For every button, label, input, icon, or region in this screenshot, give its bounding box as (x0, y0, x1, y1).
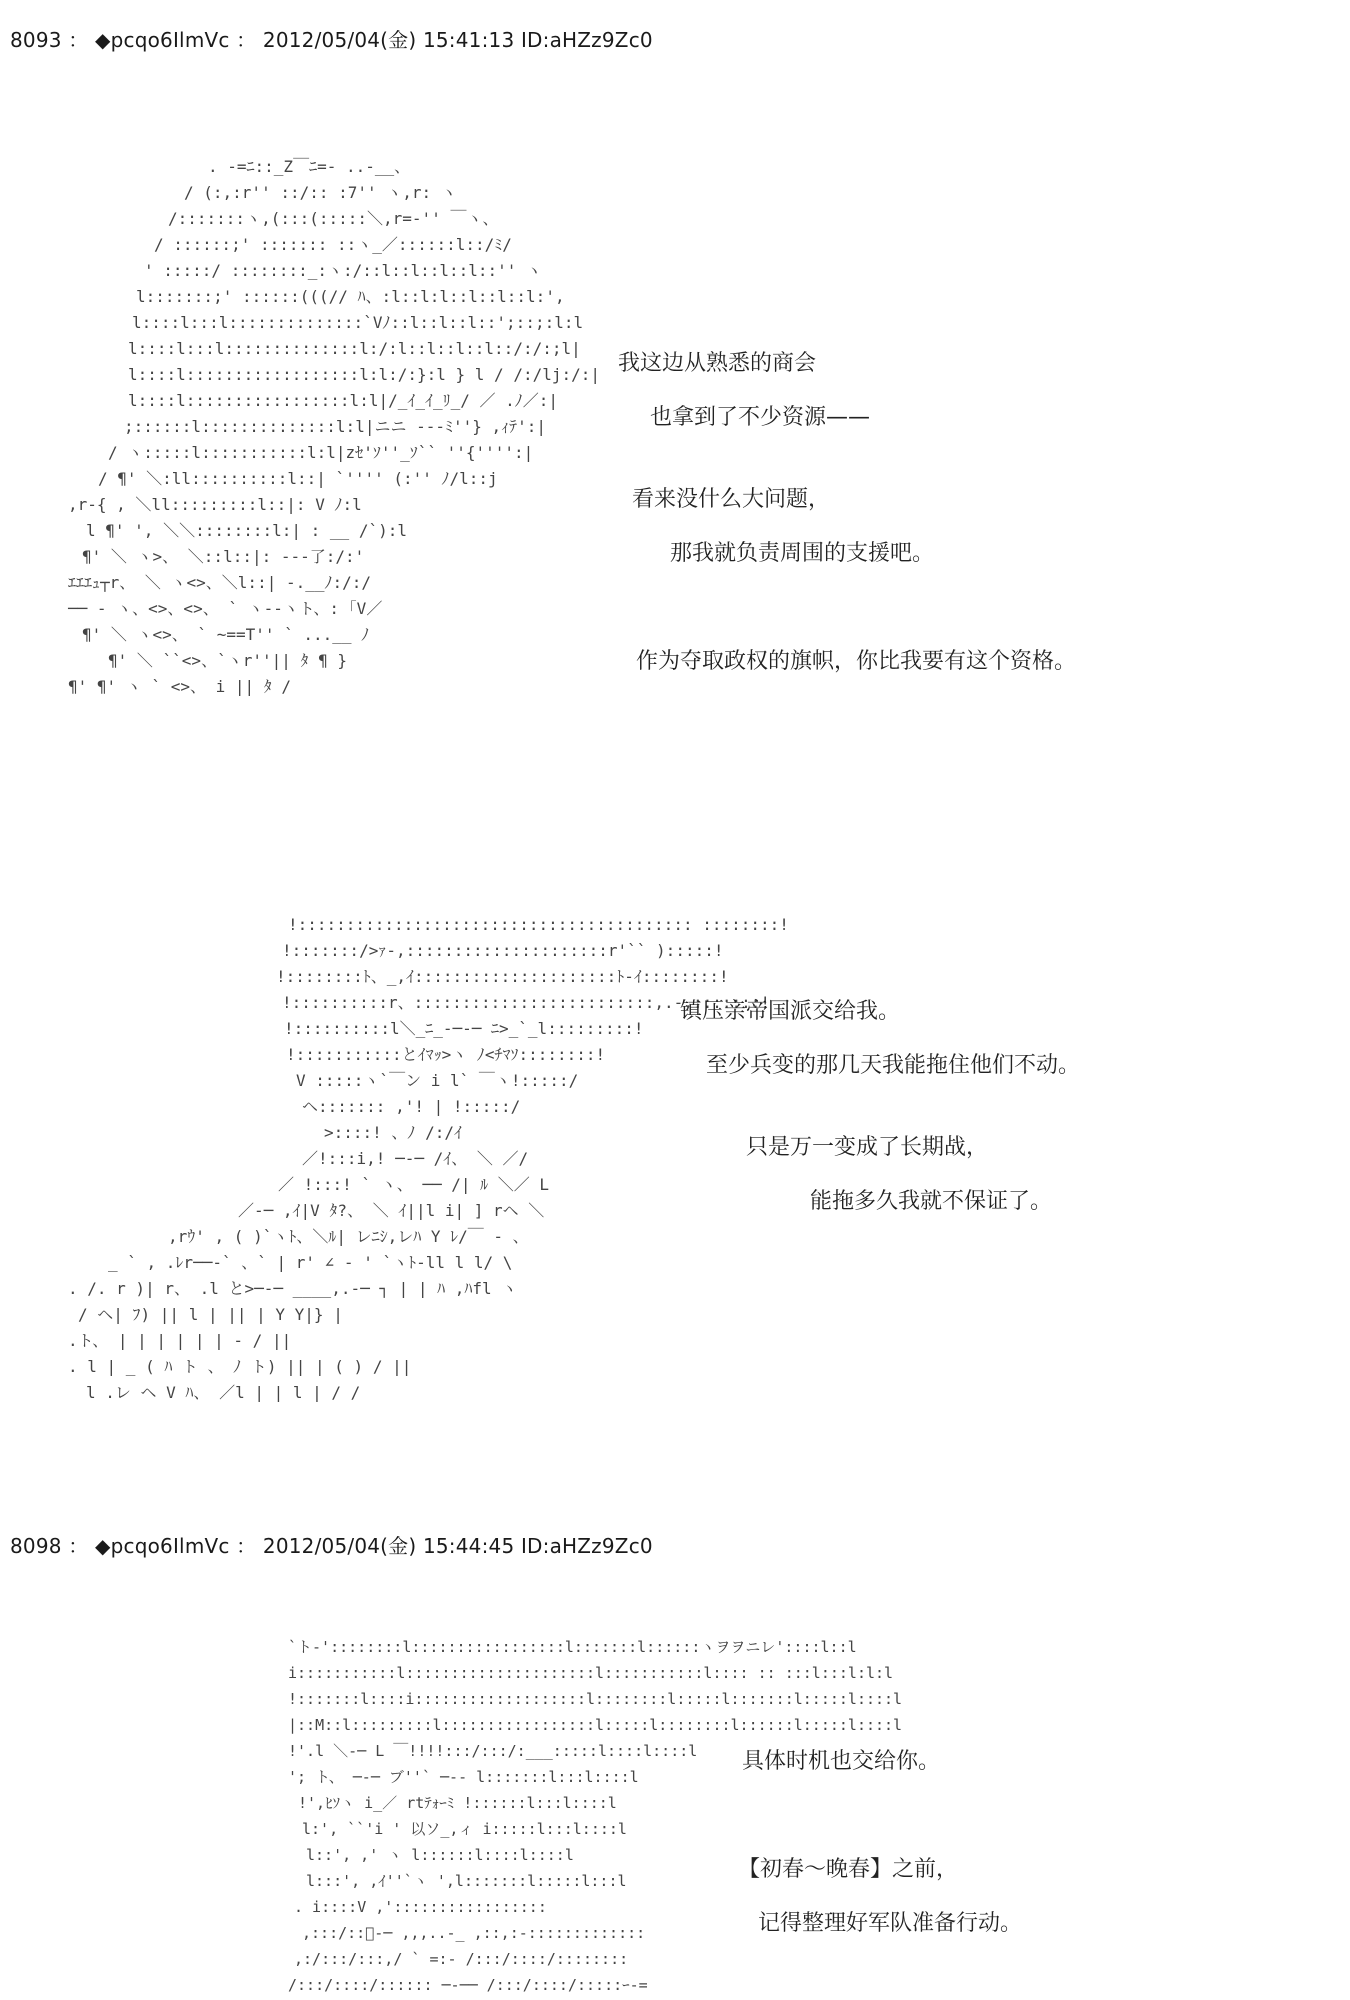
svg-text:!:::::::l::::i::::::::::::::::: !:::::::l::::i:::::::::::::::::::l::::::::l:::::l:::::::l:::::l::::l (288, 1690, 903, 1708)
post-separator: ： (68, 1534, 89, 1558)
post-number: 8093 (10, 28, 62, 52)
dialogue-line: 也拿到了不少资源—— (650, 405, 871, 430)
svg-text:. l | _ ( ﾊ: . l | _ ( ﾊ ト 、 ﾉ ト) || | ( ) / || (68, 1357, 412, 1376)
svg-text:l:', ``'i ' 以ソ_,ィ i: l:', ``'i ' 以ソ_,ィ i:::::l:::l::::l (302, 1820, 627, 1838)
svg-text:V :::::ヽ`￣ン i l` ￣ヽ!:::::/: V :::::ヽ`￣ン i l` ￣ヽ!:::::/ (296, 1071, 579, 1090)
svg-text:!::::::::::r、:::::::::::::::::: !::::::::::r、:::::::::::::::::::::::::,.-,:::::::! (282, 993, 771, 1012)
post-header (10, 1530, 653, 1559)
svg-text:／ !:::! ` ヽ、 ── /| ﾙ: ／ !:::! ` ヽ、 ── /| ﾙ ＼／ L (278, 1175, 550, 1194)
svg-text:l::::l:::::::::::::::::l:l|/_ｲ: l::::l:::::::::::::::::l:l|/_ｲ_ｲ_ﾘ_/ ／ .ﾉ／:| (128, 391, 559, 410)
svg-text:/ ヽ:::::l:::::::::::l:l|zｾ'ｿ': / ヽ:::::l:::::::::::l:l|zｾ'ｿ''_ｿ`` ''{'''':| (108, 443, 534, 462)
svg-text:`ト-'::::::::l:::::::::::::::::: `ト-'::::::::l:::::::::::::::::l:::::::l::::::ヽヲヲニレ'::::l::l (288, 1638, 857, 1656)
post-id: ID:aHZz9Zc0 (520, 1534, 653, 1558)
svg-text:;::::::l::::::::::::::l:l|ニニ -: ;::::::l::::::::::::::l:l|ニニ ---ﾐ''} ,ｨﾃ':| (124, 417, 547, 436)
svg-text:／!:::i,! ─-─ /ｲ、 ＼ ／: ／!:::i,! ─-─ /ｲ、 ＼ ／/ (302, 1149, 529, 1168)
svg-text:>::::! 、ﾉ /:/ｲ: >::::! 、ﾉ /:/ｲ (324, 1123, 462, 1142)
svg-text:l:::', ,ｲ''`ヽ ',: l:::', ,ｲ''`ヽ ',l:::::::l:::::l:::l (306, 1872, 627, 1890)
svg-text:!:::::::/>ｧ-,:::::::::::::::::: !:::::::/>ｧ-,:::::::::::::::::::::r'`` ):::::! (282, 941, 724, 960)
post-separator: ： (68, 28, 89, 52)
post-separator: ： (236, 28, 257, 52)
svg-text:¶' ＼ ヽ<>、 ` ~==T'' ` ..: ¶' ＼ ヽ<>、 ` ~==T'' ` ...__ ﾉ (82, 625, 370, 644)
dialogue-line: 至少兵变的那几天我能拖住他们不动。 (706, 1053, 1081, 1078)
svg-text:!:::::::::::::::::::::::::::::: !::::::::::::::::::::::::::::::::::::::::: ::::::::! (288, 915, 789, 934)
svg-text:l::::l:::l::::::::::::::`Vﾉ::l: l::::l:::l::::::::::::::`Vﾉ::l::l::l::';::;:l:l (132, 313, 584, 332)
svg-text:. /. r )| r、 .l と>─: . /. r )| r、 .l と>─-─ ____,.-─ ┐ | | ﾊ ,ﾊfl ヽ (68, 1279, 518, 1298)
post-separator: ： (236, 1534, 257, 1558)
svg-text:l .レ ヘ V: l .レ ヘ V ﾊ、 ／l | | l | / / (86, 1383, 361, 1402)
svg-text:l:::::::;' ::::::(((// ﾊ、:l::l: l:::::::;' ::::::(((// ﾊ、:l::l:l::l::l::l:', (136, 287, 565, 306)
ascii-art-figure-hooded (68, 150, 601, 730)
svg-text:¶' ＼ ``<>、`ヽr''|| ﾀ ¶ }: ¶' ＼ ``<>、`ヽr''|| ﾀ ¶ } (108, 651, 348, 670)
svg-text:!:::::::::::とｲﾏｯ>ヽ ﾉ<ﾁﾏｿ::: !:::::::::::とｲﾏｯ>ヽ ﾉ<ﾁﾏｿ::::::::! (286, 1045, 606, 1064)
svg-text:!',ﾋｿヽ i_／ rtﾃｫｰﾐ !::::::: !',ﾋｿヽ i_／ rtﾃｫｰﾐ !::::::l:::l::::l (298, 1794, 617, 1812)
svg-text:,rｳ' , ( )`ヽﾄ、＼ﾙ| レﾆｼ,レﾊ Y: ,rｳ' , ( )`ヽﾄ、＼ﾙ| レﾆｼ,レﾊ Y ﾚ/￣ - 、 (168, 1227, 529, 1246)
svg-text:ヘ::::::: ,'! | !::: ヘ::::::: ,'! | !:::::/ (302, 1097, 521, 1116)
post-header (10, 24, 653, 53)
dialogue-line: 镇压亲帝国派交给我。 (680, 999, 901, 1024)
dialogue-line: 看来没什么大问题， (632, 487, 831, 512)
svg-text:,:/:::/:::,/ ` =:-: ,:/:::/:::,/ ` =:- /:::/::::/:::::::: (294, 1950, 629, 1968)
svg-text:ｴｴｴｭ┬r、 ＼ ヽ<>、＼l::| -.__ﾉ: ｴｴｴｭ┬r、 ＼ ヽ<>、＼l::| -.__ﾉ:/:/ (68, 573, 372, 592)
svg-text:/ ::::::;' ::::::: ::ヽ_／::::::: / ::::::;' ::::::: ::ヽ_／::::::l::/ﾐ/ (154, 235, 512, 254)
svg-text:,:::/::ﾞ-─ ,,,..-_ ,: ,:::/::ﾞ-─ ,,,..-_ ,::,:-::::::::::::: (302, 1924, 646, 1942)
svg-text:/ ヘ| ﾌ) || l: / ヘ| ﾌ) || l | || | Y Y|} | (78, 1305, 343, 1324)
dialogue-line: 那我就负责周围的支援吧。 (670, 541, 935, 566)
post-datetime: 2012/05/04(金) 15:44:45 (262, 1534, 515, 1558)
post-trip: ◆pcqo6IlmVc (95, 28, 230, 52)
svg-text:l ¶' ', ＼＼::::::::l:| :: l ¶' ', ＼＼::::::::l:| : __ /`):l (86, 521, 407, 540)
svg-text:l::::l:::l::::::::::::::l:/:l:: l::::l:::l::::::::::::::l:/:l::l::l::l::/:/:;l| (128, 339, 581, 358)
dialogue-line: 作为夺取政权的旗帜，你比我要有这个资格。 (636, 649, 1077, 674)
svg-text:¶' ¶' ヽ ` <>、 i || ﾀ: ¶' ¶' ヽ ` <>、 i || ﾀ / (68, 677, 292, 696)
dialogue-line: 能拖多久我就不保证了。 (810, 1189, 1053, 1214)
svg-text:!'.l ＼-─ L ￣!!!!:::/:::/:: !'.l ＼-─ L ￣!!!!:::/:::/:___:::::l::::l::::l (288, 1742, 698, 1760)
dialogue-line: 我这边从熟悉的商会 (618, 351, 817, 376)
svg-text:' :::::/ ::::::::_:ヽ:/::l::l::: ' :::::/ ::::::::_:ヽ:/::l::l::l::l::'' ヽ (144, 261, 543, 280)
svg-text:. i::::V: . i::::V ,'::::::::::::::::: (294, 1898, 547, 1916)
svg-text:,r‐{ , ＼ll:::::::::l::|:: ,r‐{ , ＼ll:::::::::l::|: V ﾉ:l (68, 495, 362, 514)
svg-text:l::::l::::::::::::::::::l:l:/:: l::::l::::::::::::::::::l:l:/:}:l } l / /:/lj:/:| (128, 365, 601, 384)
dialogue-line: 【初春～晚春】之前， (738, 1857, 959, 1882)
svg-text:i:::::::::::l:::::::::::::::::: i:::::::::::l:::::::::::::::::::::l:::::::::::l:::: :: :::l:::l:l:l (288, 1664, 894, 1682)
svg-text:/ ¶' ＼:ll::::::::::l::| `': / ¶' ＼:ll::::::::::l::| `'''' (:'' ﾉ/l::j (98, 469, 498, 488)
svg-text:'; ト、 ─-─ ブ''` ─-- l::: '; ト、 ─-─ ブ''` ─-- l:::::::l:::l::::l (288, 1768, 639, 1786)
svg-text:¶' ＼ ヽ>、 ＼::l::|:: ¶' ＼ ヽ>、 ＼::l::|: ---了:/:' (82, 547, 365, 566)
ascii-art-figure-armored (68, 912, 828, 1432)
post-datetime: 2012/05/04(金) 15:41:13 (262, 28, 515, 52)
svg-text:── - ヽ、<>、<>、 ` ヽ--ヽト、: ｢V／: ── - ヽ、<>、<>、 ` ヽ--ヽト、: ｢V／ (68, 599, 383, 618)
post-id: ID:aHZz9Zc0 (520, 28, 653, 52)
dialogue-line: 具体时机也交给你。 (742, 1749, 941, 1774)
svg-text:!::::::::::l＼_ﾆ_-─-─ ﾆ>_`_l:::: !::::::::::l＼_ﾆ_-─-─ ﾆ>_`_l:::::::::! (284, 1019, 644, 1038)
svg-text:_ ` , .ﾚr──-` 、` | r' ∠ - ': _ ` , .ﾚr──-` 、` | r' ∠ - ' `ヽﾄ-ll l l/ \ (108, 1253, 513, 1272)
svg-text:|::M::l:::::::::l:::::::::::::: |::M::l:::::::::l:::::::::::::::::l:::::l::::::::l::::::l:::::l::::l (288, 1716, 903, 1734)
svg-text:!::::::::ﾄ、_,ｲ::::::::::::::::: !::::::::ﾄ、_,ｲ:::::::::::::::::::::ﾄ-ｲ::::::::! (276, 967, 729, 986)
svg-text:/ (:,:r'' ::/:: :7'' ヽ,r:: / (:,:r'' ::/:: :7'' ヽ,r: ヽ (184, 183, 457, 202)
svg-text:/:::::::ヽ,(:::(:::::＼,r=-'' ￣ヽ: /:::::::ヽ,(:::(:::::＼,r=-'' ￣ヽ、 (168, 209, 499, 228)
dialogue-line: 只是万一变成了长期战， (746, 1135, 989, 1160)
svg-text:l::', ,' ヽ: l::', ,' ヽ l::::::l::::l::::l (306, 1846, 574, 1864)
dialogue-line: 记得整理好军队准备行动。 (758, 1911, 1023, 1936)
svg-text:.ト、 | |: .ト、 | | | | | | - / || (68, 1331, 292, 1350)
post-trip: ◆pcqo6IlmVc (95, 1534, 230, 1558)
svg-text:／-─ ,ｲ|V ﾀ?、 ＼ ｲ||l i| ] rヘ: ／-─ ,ｲ|V ﾀ?、 ＼ ｲ||l i| ] rヘ ＼ (238, 1201, 545, 1220)
post-number: 8098 (10, 1534, 62, 1558)
svg-text:/:::/::::/:::::: ─-── /: /:::/::::/:::::: ─-── /:::/::::/:::::ｰ-= (288, 1976, 648, 1994)
svg-text:. -=ﾆ::_Z￣ﾆ=- ..-__、: . -=ﾆ::_Z￣ﾆ=- ..-__、 (208, 157, 411, 176)
